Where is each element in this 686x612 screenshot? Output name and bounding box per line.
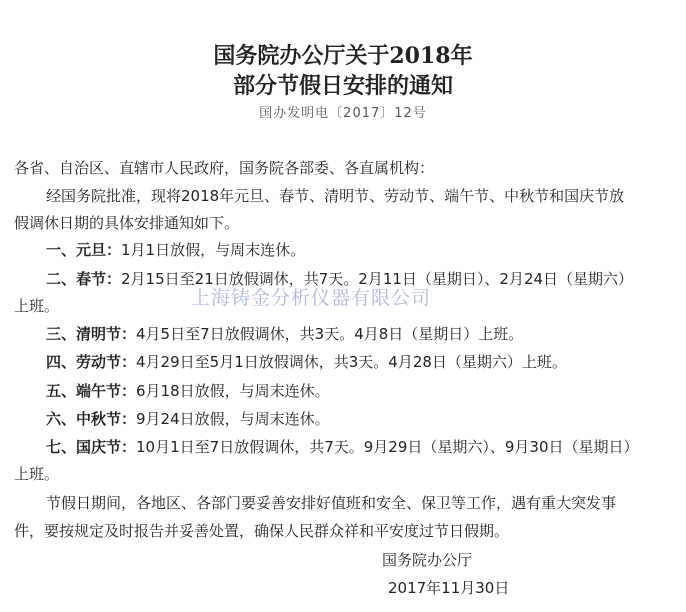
salutation: 各省、自治区、直辖市人民政府，国务院各部委、各直属机构： bbox=[14, 159, 435, 177]
watermark: 上海铸金分析仪器有限公司 bbox=[191, 287, 432, 309]
holiday-item bbox=[46, 352, 567, 372]
holiday-text: 9月24日放假，与周末连休。 bbox=[136, 410, 330, 428]
holiday-label: 四、劳动节： bbox=[46, 353, 137, 371]
holiday-label: 三、清明节： bbox=[46, 325, 137, 343]
holiday-label: 二、春节： bbox=[46, 270, 122, 288]
holiday-item bbox=[46, 409, 330, 429]
holiday-text: 2月15日至21日放假调休，共7天。2月11日（星期日）、2月24日（星期六） bbox=[121, 270, 634, 288]
document-number: 国办发明电〔2017〕12号 bbox=[259, 106, 427, 121]
holiday-item bbox=[46, 240, 305, 260]
holiday-text: 4月5日至7日放假调休，共3天。4月8日（星期日）上班。 bbox=[136, 325, 524, 343]
document-title-line2: 部分节假日安排的通知 bbox=[232, 73, 453, 99]
holiday-text: 10月1日至7日放假调休，共7天。9月29日（星期六）、9月30日（星期日） bbox=[136, 438, 639, 456]
holiday-label: 七、国庆节： bbox=[46, 438, 137, 456]
holiday-label: 一、元旦： bbox=[46, 241, 122, 259]
closing-line-2: 件，要按规定及时报告并妥善处置，确保人民群众祥和平安度过节日假期。 bbox=[14, 522, 510, 540]
intro-line-1: 经国务院批准，现将2018年元旦、春节、清明节、劳动节、端午节、中秋节和国庆节放 bbox=[46, 187, 625, 205]
holiday-item bbox=[46, 381, 330, 401]
closing-line-1: 节假日期间，各地区、各部门要妥善安排好值班和安全、保卫等工作，遇有重大突发事 bbox=[46, 494, 617, 512]
holiday-item bbox=[46, 437, 639, 457]
holiday-label: 五、端午节： bbox=[46, 382, 137, 400]
holiday-label: 六、中秋节： bbox=[46, 410, 137, 428]
intro-line-2: 假调休日期的具体安排通知如下。 bbox=[14, 214, 240, 232]
document-title-line1: 国务院办公厅关于2018年 bbox=[213, 43, 473, 69]
holiday-item bbox=[46, 324, 523, 344]
holiday-text: 4月29日至5月1日放假调休，共3天。4月28日（星期六）上班。 bbox=[136, 353, 567, 371]
issue-date: 2017年11月30日 bbox=[388, 579, 510, 597]
issuer: 国务院办公厅 bbox=[382, 551, 473, 569]
holiday-text: 6月18日放假，与周末连休。 bbox=[136, 382, 330, 400]
holiday-item-continuation: 上班。 bbox=[14, 297, 60, 315]
holiday-text: 1月1日放假，与周末连休。 bbox=[121, 241, 306, 259]
holiday-item-continuation: 上班。 bbox=[14, 465, 60, 483]
